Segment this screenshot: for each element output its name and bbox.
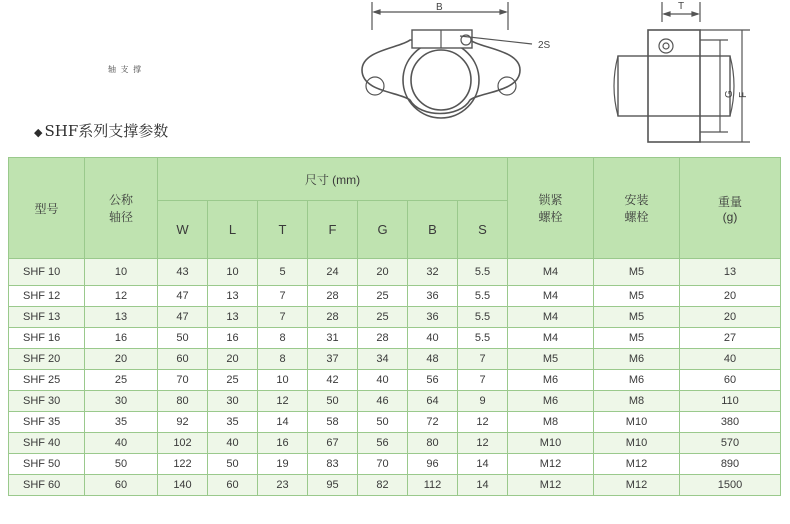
table-cell: 67 [308, 433, 358, 454]
header-weight: 重量 (g) [680, 158, 781, 259]
table-cell: 32 [408, 259, 458, 286]
table-cell: M5 [594, 286, 680, 307]
table-cell: 24 [308, 259, 358, 286]
dim-label-g: G [724, 90, 735, 98]
table-cell: 40 [85, 433, 158, 454]
table-cell: 35 [208, 412, 258, 433]
table-cell: 110 [680, 391, 781, 412]
table-cell: 36 [408, 307, 458, 328]
table-cell: 46 [358, 391, 408, 412]
header-dim-w: W [158, 201, 208, 259]
table-cell: 25 [85, 370, 158, 391]
table-cell: 83 [308, 454, 358, 475]
table-cell: M5 [594, 328, 680, 349]
table-cell: 20 [85, 349, 158, 370]
table-cell: SHF 25 [9, 370, 85, 391]
table-cell: 9 [458, 391, 508, 412]
table-cell: 82 [358, 475, 408, 496]
table-row [9, 370, 781, 391]
table-row [9, 391, 781, 412]
dim-label-b: B [436, 2, 443, 13]
table-cell: 23 [258, 475, 308, 496]
table-cell: 50 [158, 328, 208, 349]
spec-table [8, 157, 781, 496]
side-view [614, 2, 750, 142]
table-cell: 25 [208, 370, 258, 391]
header-dim-b: B [408, 201, 458, 259]
table-cell: 16 [208, 328, 258, 349]
table-cell: 40 [208, 433, 258, 454]
table-cell: 5.5 [458, 259, 508, 286]
table-cell: 40 [408, 328, 458, 349]
table-row [9, 286, 781, 307]
table-cell: M10 [508, 433, 594, 454]
table-row [9, 259, 781, 286]
table-row [9, 454, 781, 475]
header-dimensions: 尺寸 (mm) [158, 158, 508, 201]
table-cell: 16 [258, 433, 308, 454]
header-dim-l: L [208, 201, 258, 259]
dim-label-2s: 2S [538, 40, 551, 51]
table-cell: 14 [258, 412, 308, 433]
table-cell: 8 [258, 349, 308, 370]
table-cell: 47 [158, 307, 208, 328]
table-cell: 70 [158, 370, 208, 391]
table-cell: 20 [680, 307, 781, 328]
table-cell: M6 [508, 370, 594, 391]
table-cell: 27 [680, 328, 781, 349]
table-cell: 8 [258, 328, 308, 349]
table-cell: 5.5 [458, 286, 508, 307]
table-cell: M5 [508, 349, 594, 370]
table-cell: 28 [308, 307, 358, 328]
table-cell: 112 [408, 475, 458, 496]
table-cell: 12 [458, 433, 508, 454]
table-cell: 31 [308, 328, 358, 349]
header-dim-s: S [458, 201, 508, 259]
table-cell: 56 [408, 370, 458, 391]
table-cell: SHF 10 [9, 259, 85, 286]
table-cell: 60 [680, 370, 781, 391]
table-cell: 890 [680, 454, 781, 475]
table-cell: 13 [680, 259, 781, 286]
header-model: 型号 [9, 158, 85, 259]
table-cell: SHF 35 [9, 412, 85, 433]
table-cell: 380 [680, 412, 781, 433]
table-cell: 122 [158, 454, 208, 475]
table-cell: 70 [358, 454, 408, 475]
table-cell: 20 [208, 349, 258, 370]
table-cell: M6 [594, 370, 680, 391]
table-cell: 72 [408, 412, 458, 433]
table-cell: 50 [358, 412, 408, 433]
table-cell: M5 [594, 307, 680, 328]
table-cell: 28 [308, 286, 358, 307]
table-cell: M4 [508, 307, 594, 328]
table-cell: 10 [208, 259, 258, 286]
table-cell: SHF 60 [9, 475, 85, 496]
header-mount-bolt: 安装 螺栓 [594, 158, 680, 259]
table-cell: M8 [594, 391, 680, 412]
table-cell: 43 [158, 259, 208, 286]
table-cell: 5.5 [458, 328, 508, 349]
table-cell: 40 [680, 349, 781, 370]
table-cell: 10 [258, 370, 308, 391]
header-dim-t: T [258, 201, 308, 259]
table-cell: 13 [85, 307, 158, 328]
table-cell: M6 [508, 391, 594, 412]
dim-label-t: T [678, 1, 685, 12]
table-cell: 14 [458, 454, 508, 475]
table-cell: 60 [208, 475, 258, 496]
front-view [362, 2, 532, 118]
table-cell: M4 [508, 286, 594, 307]
table-cell: SHF 20 [9, 349, 85, 370]
table-cell: M12 [508, 454, 594, 475]
table-cell: SHF 12 [9, 286, 85, 307]
table-cell: 140 [158, 475, 208, 496]
table-cell: 5.5 [458, 307, 508, 328]
table-cell: M6 [594, 349, 680, 370]
table-cell: 50 [308, 391, 358, 412]
table-cell: SHF 40 [9, 433, 85, 454]
table-cell: SHF 16 [9, 328, 85, 349]
table-cell: SHF 30 [9, 391, 85, 412]
table-cell: 96 [408, 454, 458, 475]
table-cell: 47 [158, 286, 208, 307]
table-cell: 570 [680, 433, 781, 454]
table-cell: 19 [258, 454, 308, 475]
table-cell: 7 [258, 286, 308, 307]
table-cell: 36 [408, 286, 458, 307]
table-cell: SHF 50 [9, 454, 85, 475]
table-cell: 12 [258, 391, 308, 412]
table-cell: 34 [358, 349, 408, 370]
table-cell: 60 [158, 349, 208, 370]
table-cell: M4 [508, 328, 594, 349]
table-cell: 10 [85, 259, 158, 286]
table-cell: M8 [508, 412, 594, 433]
table-cell: 80 [158, 391, 208, 412]
table-cell: 37 [308, 349, 358, 370]
table-cell: 102 [158, 433, 208, 454]
table-cell: 13 [208, 307, 258, 328]
table-cell: 25 [358, 286, 408, 307]
table-cell: 7 [258, 307, 308, 328]
table-row [9, 328, 781, 349]
table-cell: M4 [508, 259, 594, 286]
table-cell: 50 [85, 454, 158, 475]
table-cell: 58 [308, 412, 358, 433]
table-cell: M10 [594, 412, 680, 433]
table-cell: 80 [408, 433, 458, 454]
table-cell: 64 [408, 391, 458, 412]
table-row [9, 349, 781, 370]
table-cell: 7 [458, 349, 508, 370]
table-cell: 5 [258, 259, 308, 286]
table-cell: 30 [208, 391, 258, 412]
header-shaft-diameter: 公称 轴径 [85, 158, 158, 259]
dim-label-f: F [738, 91, 749, 98]
diamond-bullet-icon: ◆ [34, 126, 43, 139]
table-cell: 92 [158, 412, 208, 433]
table-cell: SHF 13 [9, 307, 85, 328]
table-cell: 42 [308, 370, 358, 391]
table-cell: 50 [208, 454, 258, 475]
table-cell: 1500 [680, 475, 781, 496]
table-cell: 95 [308, 475, 358, 496]
header-dim-f: F [308, 201, 358, 259]
section-title [34, 120, 168, 141]
spec-table-body [9, 259, 781, 496]
table-cell: 40 [358, 370, 408, 391]
table-cell: 30 [85, 391, 158, 412]
table-row [9, 412, 781, 433]
table-cell: M12 [508, 475, 594, 496]
table-cell: M12 [594, 454, 680, 475]
table-cell: 20 [358, 259, 408, 286]
table-cell: 35 [85, 412, 158, 433]
table-cell: 13 [208, 286, 258, 307]
table-cell: 48 [408, 349, 458, 370]
table-cell: 28 [358, 328, 408, 349]
table-cell: 56 [358, 433, 408, 454]
table-cell: M10 [594, 433, 680, 454]
header-dim-g: G [358, 201, 408, 259]
table-cell: 7 [458, 370, 508, 391]
table-cell: 12 [458, 412, 508, 433]
header-lock-bolt: 锁紧 螺栓 [508, 158, 594, 259]
table-row [9, 475, 781, 496]
table-cell: 60 [85, 475, 158, 496]
table-cell: 14 [458, 475, 508, 496]
table-cell: M12 [594, 475, 680, 496]
table-cell: 25 [358, 307, 408, 328]
table-row [9, 433, 781, 454]
table-cell: 12 [85, 286, 158, 307]
section-title-text: SHF系列支撑参数 [44, 122, 169, 140]
table-cell: 20 [680, 286, 781, 307]
drawing-caption: 轴 支 撑 [108, 65, 143, 74]
table-row [9, 307, 781, 328]
table-cell: 16 [85, 328, 158, 349]
table-cell: M5 [594, 259, 680, 286]
